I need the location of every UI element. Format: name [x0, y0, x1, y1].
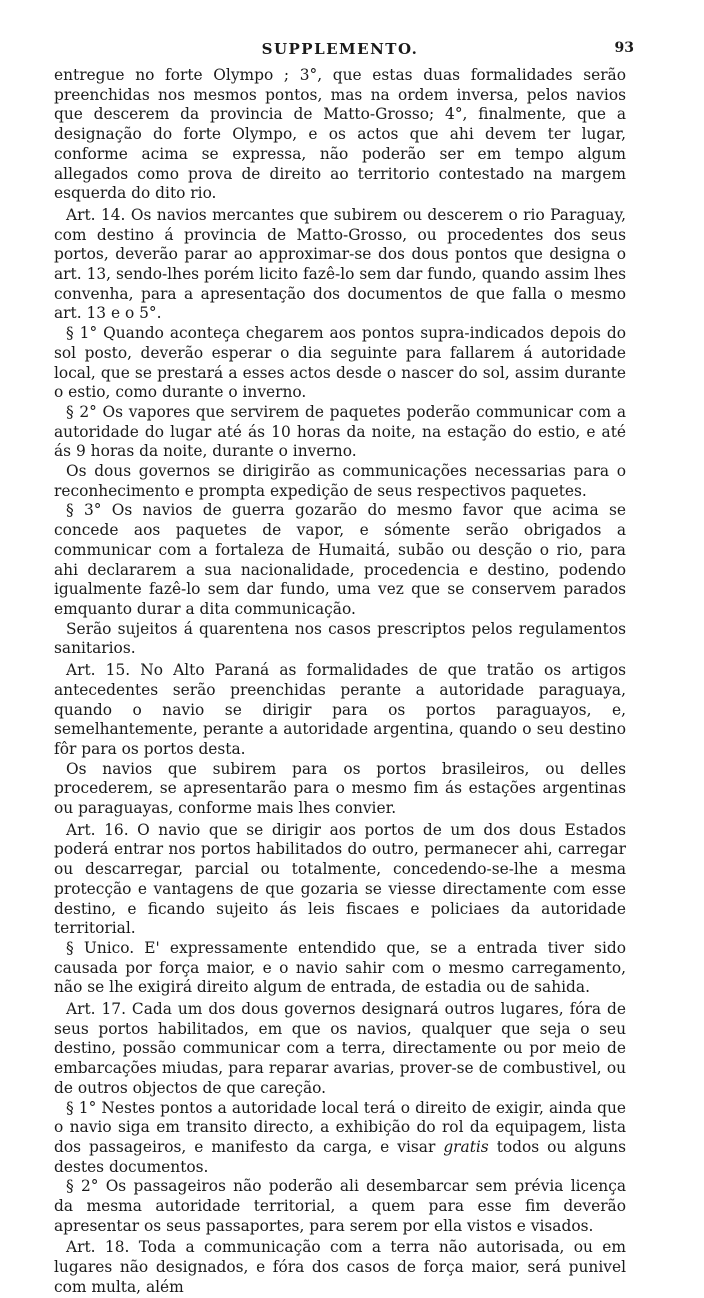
paragraph-art15: Art. 15. No Alto Paraná as formalidades de que tratão os artigos antecedentes serão preenchidas perante a autoridade paraguaya, quando o navio se dirigir para os portos paraguayos, e, semelhantemente, perante a autoridade argentina, quando o seu destino fôr para os portos desta. — [54, 661, 626, 758]
page-header — [54, 40, 634, 62]
paragraph-art17-s1 — [54, 1099, 626, 1178]
paragraph-art16-unico: § Unico. E' expressamente entendido que, se a entrada tiver sido causada por força maior, e o navio sahir com o mesmo carregamento, não se lhe exigirá direito algum de entrada, de estadia ou de sahida. — [54, 938, 626, 997]
running-title: SUPPLEMENTO. — [261, 40, 419, 58]
paragraph-art13-continuation: entregue no forte Olympo ; 3°, que estas duas formalidades serão preenchidas nos mesmos pontos, mas na ordem inversa, pelos navios que descerem da provincia de Matto-Grosso; 4°, finalmente, que a designação do forte Olympo, e os actos que ahi devem ter lugar, conforme acima se expressa, não poderão ser em tempo algum allegados como prova de direito ao territorio contestado na margem esquerda do dito rio. — [54, 66, 626, 203]
paragraph-art14-s3-b: Serão sujeitos á quarentena nos casos prescriptos pelos regulamentos sanitarios. — [54, 619, 626, 658]
paragraph-art17-s2: § 2° Os passageiros não poderão ali desembarcar sem prévia licença da mesma autoridade territorial, a quem para esse fim deverão apresentar os seus passaportes, para serem por ella vistos e visados. — [54, 1177, 626, 1235]
paragraph-art16: Art. 16. O navio que se dirigir aos portos de um dos dous Estados poderá entrar nos portos habilitados do outro, permanecer ahi, carregar ou descarregar, parcial ou totalmente, concedendo-se-lhe a mesma protecção e vantagens de que gozaria se viesse directamente com esse destino, e ficando sujeito ás leis fiscaes e policiaes da autoridade territorial. — [54, 820, 626, 938]
page-number: 93 — [614, 40, 634, 56]
paragraph-art14-s2-b: Os dous governos se dirigirão as communicações necessarias para o reconhecimento e prompta expedição de seus respectivos paquetes. — [54, 462, 626, 500]
italic-gratis: gratis — [443, 1137, 489, 1156]
body-text — [54, 66, 626, 1298]
paragraph-art17: Art. 17. Cada um dos dous governos designará outros lugares, fóra de seus portos habilitados, em que os navios, qualquer que seja o seu destino, possão communicar com a terra, directamente ou por meio de embarcações miudas, para reparar avarias, prover-se de combustivel, ou de outros objectos de que careção. — [54, 1000, 626, 1097]
paragraph-art15-b: Os navios que subirem para os portos brasileiros, ou delles procederem, se apresentarão para o mesmo fim ás estações argentinas ou paraguayas, conforme mais lhes convier. — [54, 759, 626, 818]
paragraph-art14: Art. 14. Os navios mercantes que subirem ou descerem o rio Paraguay, com destino á provincia de Matto-Grosso, ou procedentes dos seus portos, deverão parar ao approximar-se dos dous pontos que designa o art. 13, sendo-lhes porém licito fazê-lo sem dar fundo, quando assim lhes convenha, para a apresentação dos documentos de que falla o mesmo art. 13 e o 5°. — [54, 205, 626, 323]
paragraph-art14-s3: § 3° Os navios de guerra gozarão do mesmo favor que acima se concede aos paquetes de vapor, e sómente serão obrigados a communicar com a fortaleza de Humaitá, subão ou desção o rio, para ahi declararem a sua nacionalidade, procedencia e destino, podendo igualmente fazê-lo sem dar fundo, uma vez que se conservem parados emquanto durar a dita communicação. — [54, 501, 626, 618]
paragraph-art14-s1: § 1° Quando aconteça chegarem aos pontos supra-indicados depois do sol posto, deverão esperar o dia seguinte para fallarem á autoridade local, que se prestará a esses actos desde o nascer do sol, assim durante o estio, como durante o inverno. — [54, 324, 626, 402]
paragraph-art18: Art. 18. Toda a communicação com a terra não autorisada, ou em lugares não designados, e fóra dos casos de força maior, será punivel com multa, além — [54, 1238, 626, 1296]
paragraph-art17-s1-text: § 1° Nestes pontos a autoridade local terá o direito de exigir, ainda que o navio siga em transito directo, a exhibição do rol da equipagem, lista dos passageiros, e manifesto da carga, e visar — [54, 1098, 626, 1156]
paragraph-art14-s2: § 2° Os vapores que servirem de paquetes poderão communicar com a autoridade do lugar até ás 10 horas da noite, na estação do estio, e até ás 9 horas da noite, durante o inverno. — [54, 402, 626, 461]
paragraph-art17-s1-tail: todos ou alguns destes documentos. — [54, 1137, 626, 1176]
